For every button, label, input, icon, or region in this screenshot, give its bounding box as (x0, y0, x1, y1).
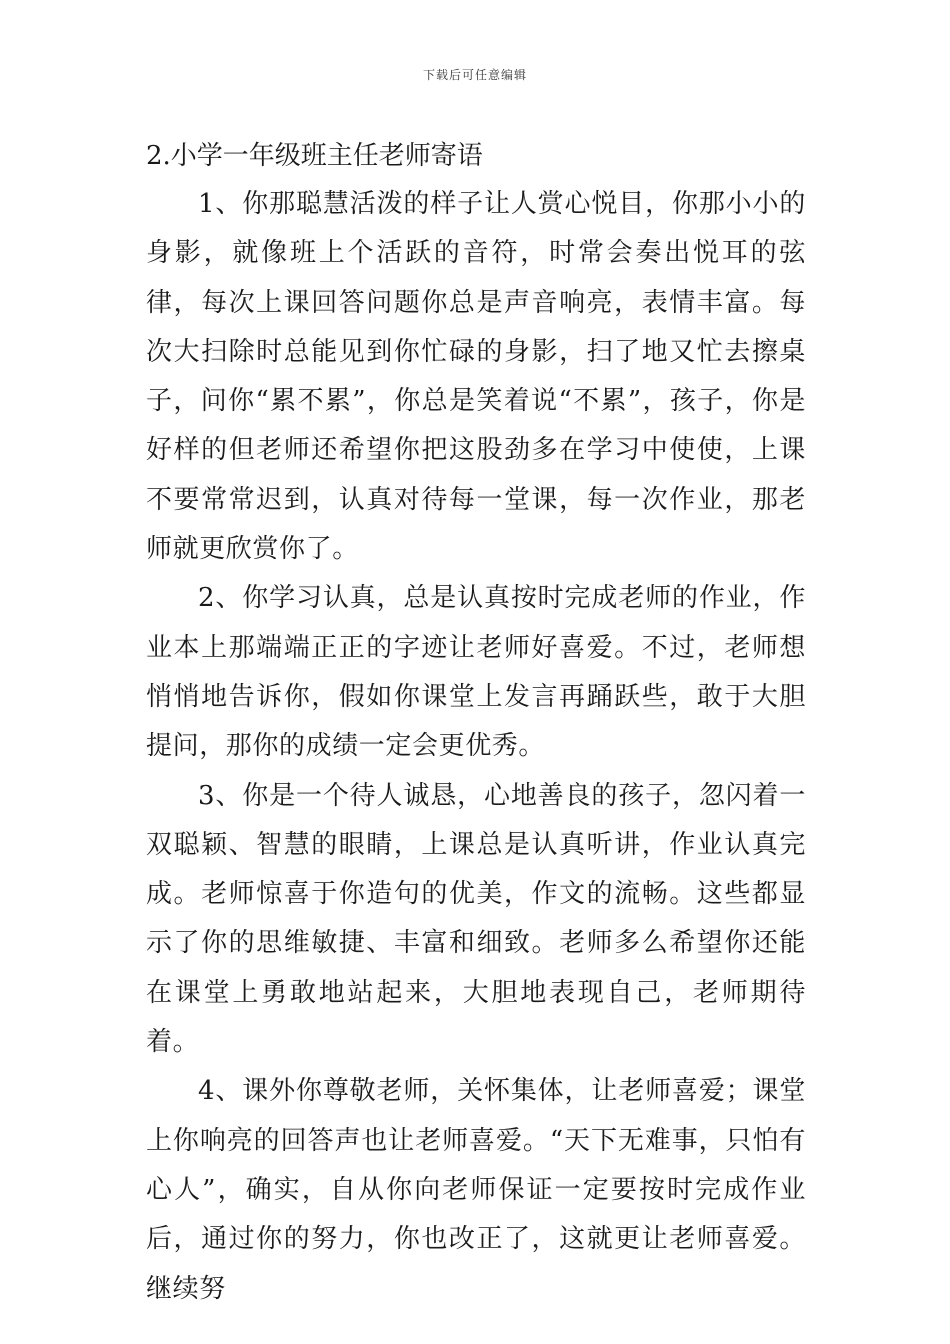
paragraph-4: 4、课外你尊敬老师，关怀集体，让老师喜爱；课堂上你响亮的回答声也让老师喜爱。“天下无难事，只怕有心人”，确实，自从你向老师保证一定要按时完成作业后，通过你的努力，你也改正了，这就更让老师喜爱。继续努 (146, 1076, 806, 1304)
paragraph-1: 1、你那聪慧活泼的样子让人赏心悦目，你那小小的身影，就像班上个活跃的音符，时常会奏出悦耳的弦律，每次上课回答问题你总是声音响亮，表情丰富。每次大扫除时总能见到你忙碌的身影，扫了地又忙去擦桌子，问你“累不累”，你总是笑着说“不累”，孩子，你是好样的但老师还希望你把这股劲多在学习中使使，上课不要常常迟到，认真对待每一堂课，每一次作业，那老师就更欣赏你了。 (146, 189, 806, 565)
document-body (146, 132, 806, 1314)
page-header-note: 下载后可任意编辑 (422, 68, 527, 82)
paragraph-3: 3、你是一个待人诚恳，心地善良的孩子，忽闪着一双聪颖、智慧的眼睛，上课总是认真听讲，作业认真完成。老师惊喜于你造句的优美，作文的流畅。这些都显示了你的思维敏捷、丰富和细致。老师多么希望你还能在课堂上勇敢地站起来，大胆地表现自己，老师期待着。 (146, 780, 806, 1058)
document-title: 2.小学一年级班主任老师寄语 (146, 141, 483, 171)
paragraph-2: 2、你学习认真，总是认真按时完成老师的作业，作业本上那端端正正的字迹让老师好喜爱。不过，老师想悄悄地告诉你，假如你课堂上发言再踊跃些，敢于大胆提问，那你的成绩一定会更优秀。 (146, 583, 806, 762)
